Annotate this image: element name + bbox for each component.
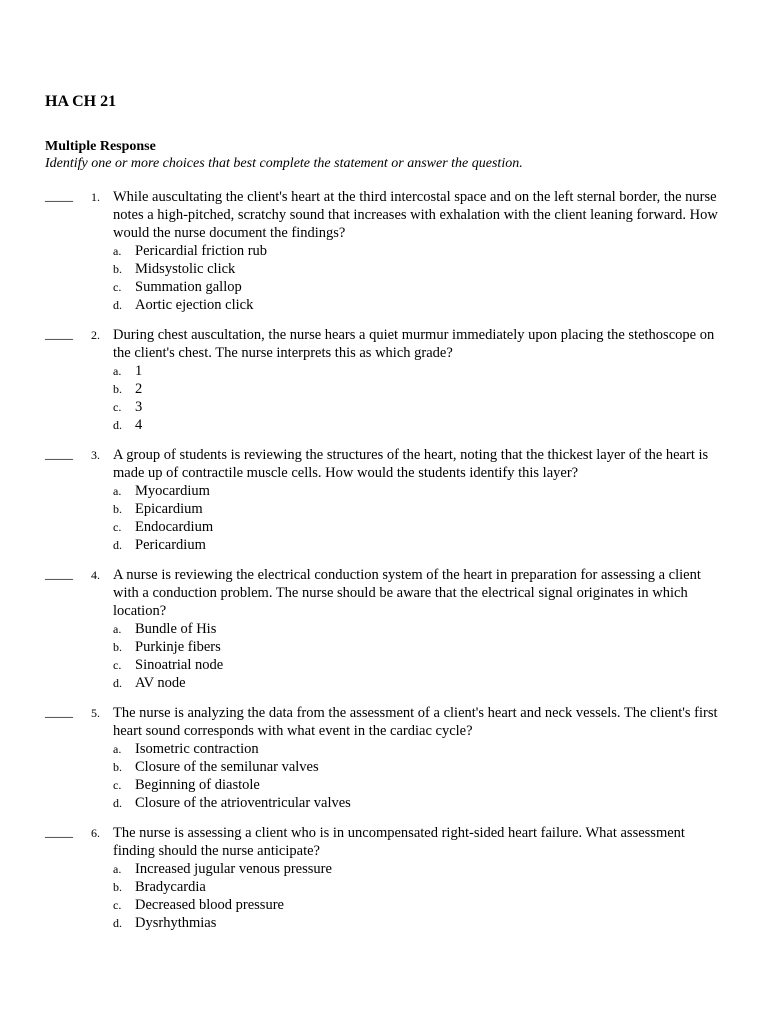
option-d (113, 674, 768, 692)
option-b (113, 500, 768, 518)
option-letter: c. (113, 280, 122, 294)
option-text: Endocardium (135, 519, 214, 535)
option-letter: b. (113, 760, 122, 774)
option-b (113, 380, 768, 398)
option-text: 4 (135, 417, 143, 433)
option-text: 1 (135, 363, 143, 379)
option-letter: c. (113, 778, 122, 792)
question-stem: The nurse is analyzing the data from the assessment of a client's heart and neck vessels. The client's first heart sound corresponds with what event in the cardiac cycle? (113, 705, 718, 739)
option-list (113, 860, 768, 932)
answer-blank[interactable]: ____ (45, 825, 73, 840)
option-list (113, 362, 768, 434)
option-c (113, 398, 768, 416)
page-title: HA CH 21 (45, 93, 117, 110)
option-letter: a. (113, 742, 122, 756)
option-text: Dysrhythmias (135, 915, 217, 931)
option-a (113, 362, 768, 380)
option-text: Midsystolic click (135, 261, 236, 277)
option-text: AV node (135, 675, 186, 691)
option-letter: a. (113, 364, 122, 378)
option-letter: d. (113, 796, 122, 810)
question-stem: During chest auscultation, the nurse hears a quiet murmur immediately upon placing the stethoscope on the client's chest. The nurse interprets this as which grade? (113, 327, 715, 361)
option-b (113, 878, 768, 896)
option-c (113, 896, 768, 914)
option-text: Beginning of diastole (135, 777, 260, 793)
option-c (113, 776, 768, 794)
option-list (113, 242, 768, 314)
option-c (113, 656, 768, 674)
question-stem: A group of students is reviewing the structures of the heart, noting that the thickest layer of the heart is made up of contractile muscle cells. How would the students identify this layer? (113, 447, 709, 481)
option-letter: d. (113, 916, 122, 930)
option-letter: d. (113, 538, 122, 552)
option-c (113, 278, 768, 296)
option-b (113, 638, 768, 656)
option-d (113, 536, 768, 554)
option-a (113, 860, 768, 878)
option-list (113, 620, 768, 692)
option-a (113, 482, 768, 500)
option-letter: b. (113, 382, 122, 396)
option-letter: a. (113, 244, 122, 258)
option-letter: d. (113, 418, 122, 432)
question-stem: The nurse is assessing a client who is in uncompensated right-sided heart failure. What assessment finding should the nurse anticipate? (113, 825, 685, 859)
question-stem: While auscultating the client's heart at the third intercostal space and on the left sternal border, the nurse notes a high-pitched, scratchy sound that increases with exhalation with the client leaning forward. How would the nurse document the findings? (113, 189, 718, 241)
question-3 (0, 446, 768, 554)
answer-blank[interactable]: ____ (45, 705, 73, 720)
option-text: Aortic ejection click (135, 297, 254, 313)
question-number: 3. (91, 448, 100, 462)
question-number: 6. (91, 826, 100, 840)
question-4 (0, 566, 768, 692)
option-text: Closure of the semilunar valves (135, 759, 319, 775)
option-a (113, 740, 768, 758)
option-list (113, 740, 768, 812)
option-text: Pericardial friction rub (135, 243, 268, 259)
option-text: Bundle of His (135, 621, 217, 637)
option-text: 3 (135, 399, 143, 415)
answer-blank[interactable]: ____ (45, 327, 73, 342)
option-text: Closure of the atrioventricular valves (135, 795, 351, 811)
question-5 (0, 704, 768, 812)
option-letter: c. (113, 400, 122, 414)
answer-blank[interactable]: ____ (45, 447, 73, 462)
option-text: Myocardium (135, 483, 210, 499)
option-text: Pericardium (135, 537, 206, 553)
option-text: Epicardium (135, 501, 203, 517)
option-letter: c. (113, 520, 122, 534)
question-2 (0, 326, 768, 434)
question-number: 2. (91, 328, 100, 342)
option-d (113, 296, 768, 314)
option-text: Purkinje fibers (135, 639, 221, 655)
option-text: Sinoatrial node (135, 657, 224, 673)
option-letter: c. (113, 658, 122, 672)
question-number: 1. (91, 190, 100, 204)
option-a (113, 242, 768, 260)
option-text: Bradycardia (135, 879, 206, 895)
option-letter: a. (113, 484, 122, 498)
question-6 (0, 824, 768, 932)
question-number: 4. (91, 568, 100, 582)
option-letter: b. (113, 880, 122, 894)
question-stem: A nurse is reviewing the electrical conduction system of the heart in preparation for assessing a client with a conduction problem. The nurse should be aware that the electrical signal originates in which location? (113, 567, 701, 619)
option-letter: a. (113, 862, 122, 876)
option-d (113, 914, 768, 932)
option-text: Isometric contraction (135, 741, 259, 757)
option-letter: c. (113, 898, 122, 912)
option-letter: b. (113, 262, 122, 276)
answer-blank[interactable]: ____ (45, 189, 73, 204)
option-letter: b. (113, 502, 122, 516)
option-letter: d. (113, 298, 122, 312)
answer-blank[interactable]: ____ (45, 567, 73, 582)
option-text: 2 (135, 381, 143, 397)
option-d (113, 416, 768, 434)
question-number: 5. (91, 706, 100, 720)
option-c (113, 518, 768, 536)
option-letter: d. (113, 676, 122, 690)
option-text: Decreased blood pressure (135, 897, 284, 913)
option-text: Summation gallop (135, 279, 242, 295)
question-1 (0, 188, 768, 314)
option-d (113, 794, 768, 812)
section-title: Multiple Response (45, 139, 156, 154)
option-b (113, 260, 768, 278)
option-list (113, 482, 768, 554)
option-a (113, 620, 768, 638)
question-list (0, 188, 768, 944)
option-letter: a. (113, 622, 122, 636)
option-text: Increased jugular venous pressure (135, 861, 332, 877)
instructions: Identify one or more choices that best complete the statement or answer the question. (45, 156, 523, 171)
option-b (113, 758, 768, 776)
option-letter: b. (113, 640, 122, 654)
